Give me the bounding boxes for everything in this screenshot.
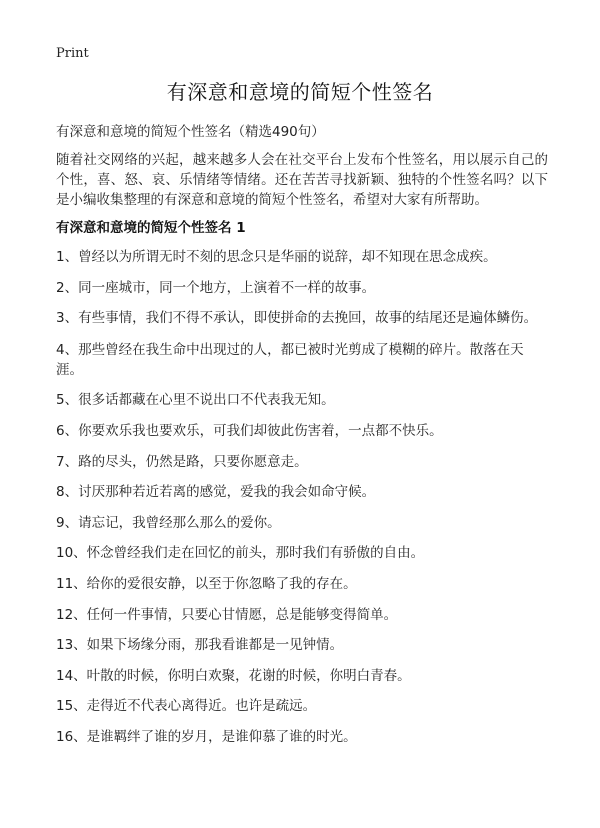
list-item: 6、你要欢乐我也要欢乐，可我们却彼此伤害着，一点都不快乐。 — [56, 422, 443, 439]
list-item: 12、任何一件事情，只要心甘情愿，总是能够变得简单。 — [56, 606, 398, 623]
list-item: 13、如果下场缘分雨，那我看谁都是一见钟情。 — [56, 637, 344, 654]
list-item: 7、路的尽头，仍然是路，只要你愿意走。 — [56, 453, 308, 470]
intro-paragraph: 随着社交网络的兴起，越来越多人会在社交平台上发布个性签名，用以展示自己的个性，喜、怒、哀、乐情绪等情绪。还在苦苦寻找新颖、独特的个性签名吗？以下是小编收集整理的有深意和意境的简短个性签名，希望对大家有所帮助。 — [56, 152, 548, 208]
list-item: 9、请忘记，我曾经那么那么的爱你。 — [56, 514, 281, 531]
signature-list — [56, 248, 548, 759]
list-item: 16、是谁羁绊了谁的岁月，是谁仰慕了谁的时光。 — [56, 728, 357, 745]
document-subtitle: 有深意和意境的简短个性签名（精选490句） — [56, 124, 325, 140]
list-item: 10、怀念曾经我们走在回忆的前头，那时我们有骄傲的自由。 — [56, 545, 425, 562]
print-link[interactable]: Print — [56, 46, 89, 61]
list-item: 15、走得近不代表心离得近。也许是疏远。 — [56, 698, 317, 715]
list-item: 1、曾经以为所谓无时不刻的思念只是华丽的说辞，却不知现在思念成疾。 — [56, 249, 497, 265]
list-item: 2、同一座城市，同一个地方，上演着不一样的故事。 — [56, 279, 376, 296]
page-title: 有深意和意境的简短个性签名 — [166, 80, 434, 104]
list-item: 4、那些曾经在我生命中出现过的人，都已被时光剪成了模糊的碎片。散落在天涯。 — [56, 341, 524, 378]
section-heading: 有深意和意境的简短个性签名 1 — [56, 220, 246, 236]
list-item: 14、叶散的时候，你明白欢聚，花谢的时候，你明白青春。 — [56, 667, 411, 684]
list-item: 5、很多话都藏在心里不说出口不代表我无知。 — [56, 392, 335, 409]
list-item: 3、有些事情，我们不得不承认，即使拼命的去挽回，故事的结尾还是遍体鳞伤。 — [56, 310, 538, 327]
list-item: 11、给你的爱很安静，以至于你忽略了我的存在。 — [56, 575, 357, 592]
list-item: 8、讨厌那种若近若离的感觉，爱我的我会如命守候。 — [56, 484, 376, 501]
